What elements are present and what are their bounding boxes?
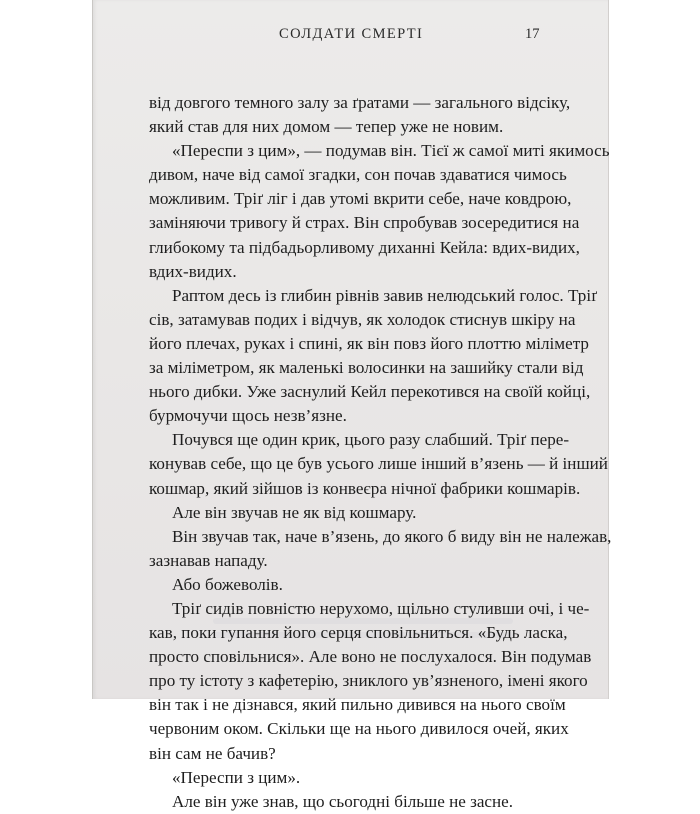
- text-line: заміняючи тривогу й страх. Він спробував зосередитися на: [149, 213, 580, 233]
- text-line: Але він звучав не як від кошмару.: [172, 502, 417, 522]
- text-line: Або божеволів.: [172, 574, 283, 594]
- text-line: дивом, наче від самої згадки, сон почав здаватися чимось: [149, 165, 567, 185]
- text-line: можливим. Тріґ ліг і дав утомі вкрити себе, наче ковдрою,: [149, 189, 572, 209]
- text-line: Він звучав так, наче в’язень, до якого б виду він не належав,: [172, 526, 612, 546]
- text-line: який став для них домом — тепер уже не новим.: [149, 117, 504, 137]
- running-header: [93, 26, 608, 46]
- text-line: його плечах, руках і спині, як він повз його плоттю міліметр: [149, 333, 589, 353]
- text-line: кошмар, який зійшов із конвеєра нічної фабрики кошмарів.: [149, 478, 581, 498]
- text-line: просто сповільнися». Але воно не послухалося. Він подумав: [149, 647, 592, 667]
- text-line: бурмочучи щось незв’язне.: [149, 406, 347, 426]
- text-line: конував себе, що це був усього лише інший в’язень — й інший: [149, 454, 608, 474]
- text-line: глибокому та підбадьорливому диханні Кейла: вдих-видих,: [149, 237, 580, 257]
- text-line: Раптом десь із глибин рівнів завив нелюдський голос. Тріґ: [172, 285, 598, 305]
- text-line: «Переспи з цим», — подумав він. Тієї ж самої миті якимось: [172, 141, 610, 161]
- text-line: про ту істоту з кафетерію, зниклого ув’язненого, імені якого: [149, 671, 588, 691]
- text-line: Тріґ сидів повністю нерухомо, щільно стуливши очі, і че-: [172, 598, 590, 618]
- text-line: кав, поки гупання його серця сповільниться. «Будь ласка,: [149, 623, 568, 643]
- text-line: він так і не дізнався, який пильно дивився на нього своїм: [149, 695, 566, 715]
- text-line: червоним оком. Скільки ще на нього дивилося очей, яких: [149, 719, 569, 739]
- text-line: Почувся ще один крик, цього разу слабший. Тріґ пере-: [172, 430, 570, 450]
- text-line: «Переспи з цим».: [172, 767, 301, 787]
- text-line: за міліметром, як маленькі волосинки на зашийку стали від: [149, 358, 584, 378]
- text-line: від довгого темного залу за ґратами — загального відсіку,: [149, 93, 571, 112]
- book-page: [92, 0, 612, 811]
- text-line: сів, затамував подих і відчув, як холодок стиснув шкіру на: [149, 309, 576, 329]
- body-text: [149, 91, 612, 814]
- text-line: він сам не бачив?: [149, 743, 276, 763]
- page-number: 17: [525, 26, 540, 42]
- text-line: нього дибки. Уже заснулий Кейл перекотився на своїй койці,: [149, 382, 591, 402]
- text-line: вдих-видих.: [149, 261, 237, 281]
- running-title: СОЛДАТИ СМЕРТІ: [279, 26, 424, 42]
- text-line: зазнавав нападу.: [149, 550, 268, 570]
- text-line: Але він уже знав, що сьогодні більше не засне.: [172, 791, 514, 811]
